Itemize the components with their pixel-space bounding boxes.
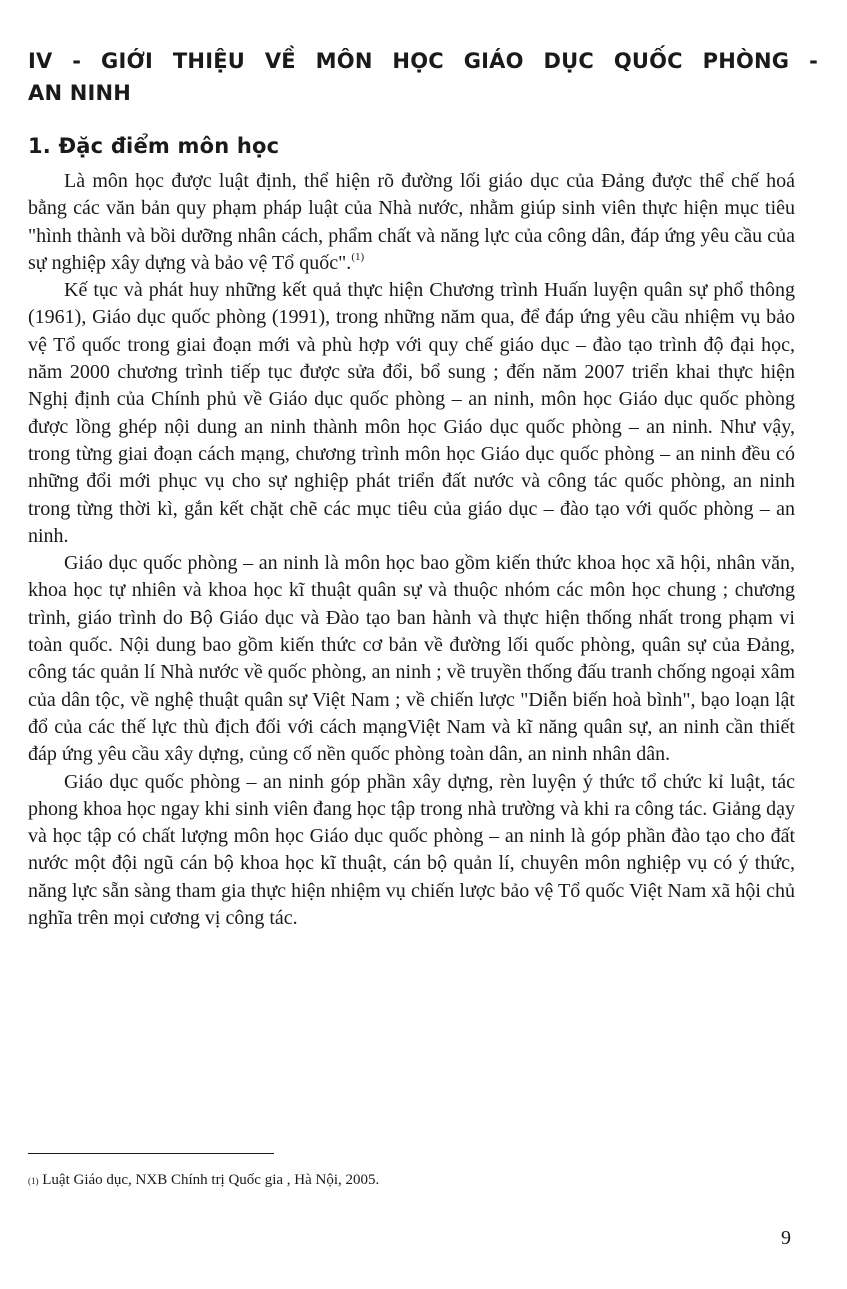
- paragraph-1: [28, 168, 795, 277]
- section-heading-line-1: IV - GIỚI THIỆU VỀ MÔN HỌC GIÁO DỤC QUỐC PHÒNG -: [28, 49, 818, 73]
- paragraph-2: Kế tục và phát huy những kết quả thực hiện Chương trình Huấn luyện quân sự phổ thông (1961), Giáo dục quốc phòng (1991), trong những năm qua, để đáp ứng yêu cầu nhiệm vụ bảo vệ Tổ quốc trong giai đoạn mới và phù hợp với quy chế giáo dục – đào tạo trình độ đại học, năm 2000 chương trình tiếp tục được sửa đổi, bổ sung ; đến năm 2007 triển khai thực hiện Nghị định của Chính phủ về Giáo dục quốc phòng – an ninh, môn học Giáo dục quốc phòng được lồng ghép nội dung an ninh thành môn học Giáo dục quốc phòng – an ninh. Như vậy, trong từng giai đoạn cách mạng, chương trình môn học Giáo dục quốc phòng – an ninh đều có những đổi mới phục vụ cho sự nghiệp phát triển đất nước và công tác quốc phòng, an ninh trong từng thời kì, gắn kết chặt chẽ các mục tiêu của giáo dục – đào tạo với quốc phòng – an ninh.: [28, 279, 795, 547]
- section-heading-line-2: AN NINH: [28, 81, 132, 105]
- page-number: 9: [781, 1227, 791, 1249]
- footnote-reference-marker: (1): [351, 250, 365, 263]
- section-heading: [28, 45, 818, 109]
- footnote-text: Luật Giáo dục, NXB Chính trị Quốc gia , Hà Nội, 2005.: [42, 1172, 380, 1188]
- footnote: [28, 1170, 788, 1190]
- footnote-marker: (1): [28, 1176, 39, 1186]
- paragraph-4: Giáo dục quốc phòng – an ninh góp phần xây dựng, rèn luyện ý thức tổ chức kỉ luật, tác phong khoa học ngay khi sinh viên đang học tập trong nhà trường và khi ra công tác. Giảng dạy và học tập có chất lượng môn học Giáo dục quốc phòng – an ninh là góp phần đào tạo cho đất nước một đội ngũ cán bộ khoa học kĩ thuật, cán bộ quản lí, chuyên môn nghiệp vụ có ý thức, năng lực sẵn sàng tham gia thực hiện nhiệm vụ chiến lược bảo vệ Tổ quốc Việt Nam xã hội chủ nghĩa trên mọi cương vị công tác.: [28, 770, 795, 930]
- body-text: [28, 168, 795, 932]
- subsection-heading: 1. Đặc điểm môn học: [28, 134, 280, 158]
- footnote-divider: [28, 1153, 274, 1154]
- paragraph-1-text: Là môn học được luật định, thể hiện rõ đường lối giáo dục của Đảng được thể chế hoá bằng các văn bản quy phạm pháp luật của Nhà nước, nhằm giúp sinh viên thực hiện mục tiêu "hình thành và bồi dưỡng nhân cách, phẩm chất và năng lực của công dân, đáp ứng yêu cầu của sự nghiệp xây dựng và bảo vệ Tổ quốc".: [28, 170, 795, 274]
- paragraph-3: Giáo dục quốc phòng – an ninh là môn học bao gồm kiến thức khoa học xã hội, nhân văn, khoa học tự nhiên và khoa học kĩ thuật quân sự và thuộc nhóm các môn học chung ; chương trình, giáo trình do Bộ Giáo dục và Đào tạo ban hành và thực hiện thống nhất trong phạm vi toàn quốc. Nội dung bao gồm kiến thức cơ bản về đường lối quốc phòng, quân sự của Đảng, công tác quản lí Nhà nước về quốc phòng, an ninh ; về truyền thống đấu tranh chống ngoại xâm của dân tộc, về nghệ thuật quân sự Việt Nam ; về chiến lược "Diễn biến hoà bình", bạo loạn lật đổ của các thế lực thù địch đối với cách mạngViệt Nam và kĩ năng quân sự, an ninh cần thiết đáp ứng yêu cầu xây dựng, củng cố nền quốc phòng toàn dân, an ninh nhân dân.: [28, 552, 795, 766]
